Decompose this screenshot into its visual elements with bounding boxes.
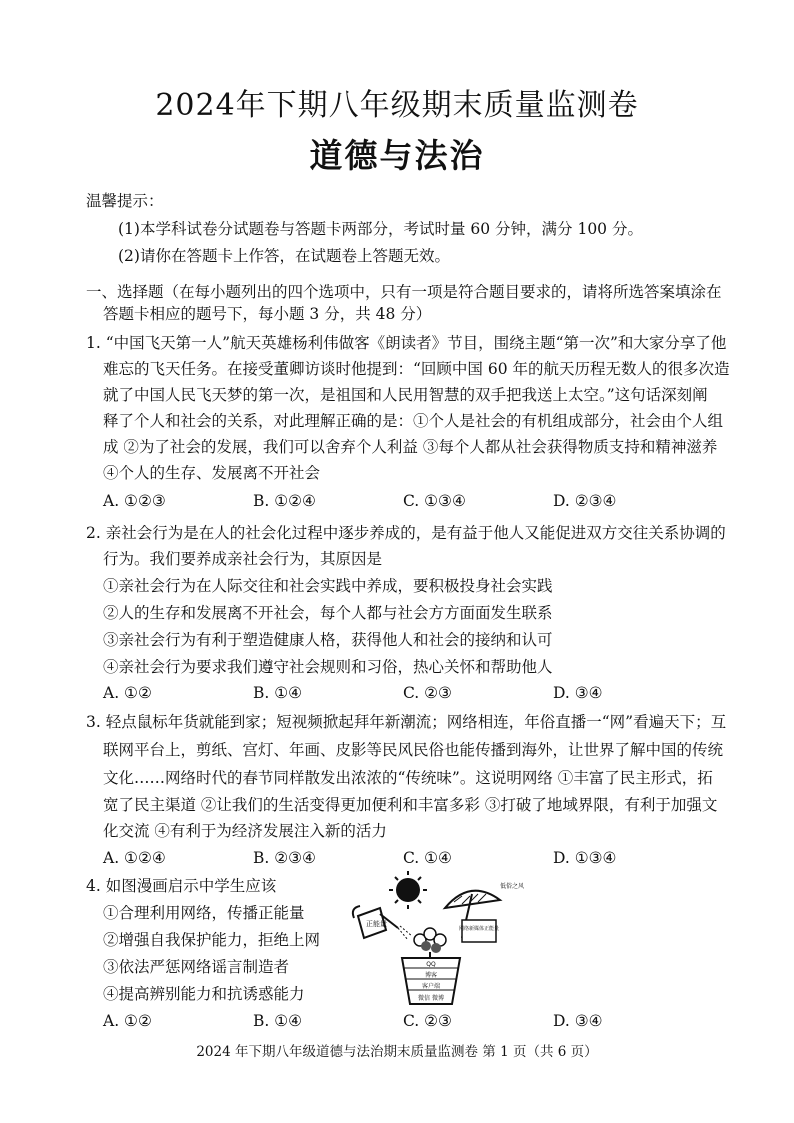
page-footer: 2024 年下期八年级道德与法治期末质量监测卷 第 1 页（共 6 页） [196, 1044, 598, 1060]
question-2-option-b[interactable]: B. ①④ [253, 684, 303, 702]
question-2-option-c[interactable]: C. ②③ [403, 684, 452, 702]
question-3-option-a[interactable]: A. ①②④ [103, 849, 166, 867]
pot-label: 客户端 [421, 983, 441, 990]
cartoon-illustration [350, 868, 525, 1008]
question-1-option-a[interactable]: A. ①②③ [103, 492, 166, 510]
question-4-line: 4. 如图漫画启示中学生应该 [86, 877, 277, 895]
question-2-line: ②人的生存和发展离不开社会，每个人都与社会方方面面发生联系 [103, 604, 553, 622]
question-4-option-d[interactable]: D. ③④ [553, 1012, 603, 1030]
pot-label: 微信 微博 [418, 995, 444, 1002]
question-4-option-a[interactable]: A. ①② [103, 1012, 152, 1030]
question-3-line: 化交流 ④有利于为经济发展注入新的活力 [103, 822, 387, 840]
watering-can-label: 正能量 [366, 920, 387, 928]
question-2-line: ③亲社会行为有利于塑造健康人格，获得他人和社会的接纳和认可 [103, 631, 553, 649]
section-instruction: 一、选择题（在每小题列出的四个选项中，只有一项是符合题目要求的，请将所选答案填涂在 [86, 283, 722, 301]
question-1-option-d[interactable]: D. ②③④ [553, 492, 617, 510]
question-3-line: 文化……网络时代的春节同样散发出浓浓的“传统味”。这说明网络 ①丰富了民主形式，拓 [103, 769, 713, 787]
page-title: 2024年下期八年级期末质量监测卷 [155, 88, 639, 123]
question-3-line: 宽了民主渠道 ②让我们的生活变得更加便利和丰富多彩 ③打破了地域界限，有利于加强文 [103, 796, 718, 814]
sun-icon [389, 871, 427, 909]
question-3-option-b[interactable]: B. ②③④ [253, 849, 316, 867]
umbrella-note: 低俗之风 [500, 883, 525, 890]
question-1-line: 1. “中国飞天第一人”航天英雄杨利伟做客《朗读者》节目，围绕主题“第一次”和大家分享了他 [86, 334, 727, 352]
question-1-option-c[interactable]: C. ①③④ [403, 492, 466, 510]
question-4-option-c[interactable]: C. ②③ [403, 1012, 452, 1030]
question-1-line: 就了中国人民飞天梦的第一次，是祖国和人民用智慧的双手把我送上太空。”这句话深刻阐 [103, 386, 708, 404]
question-4-line: ④提高辨别能力和抗诱惑能力 [103, 985, 305, 1003]
pot-label: QQ [426, 961, 436, 968]
question-1-option-b[interactable]: B. ①②④ [253, 492, 316, 510]
section-instruction: 答题卡相应的题号下，每小题 3 分，共 48 分） [103, 305, 432, 323]
question-4-line: ②增强自我保护能力，拒绝上网 [103, 931, 321, 949]
question-2-option-d[interactable]: D. ③④ [553, 684, 603, 702]
notice-item: (2)请你在答题卡上作答，在试题卷上答题无效。 [118, 247, 450, 265]
question-2-line: 2. 亲社会行为是在人的社会化过程中逐步养成的，是有益于他人又能促进双方交往关系协调的 [86, 524, 726, 542]
question-2-line: ①亲社会行为在人际交往和社会实践中养成，要积极投身社会实践 [103, 577, 553, 595]
question-1-line: ④个人的生存、发展离不开社会 [103, 464, 321, 482]
question-4-line: ①合理利用网络，传播正能量 [103, 904, 305, 922]
pot-label: 博客 [424, 972, 438, 979]
question-4-line: ③依法严惩网络谣言制造者 [103, 958, 290, 976]
question-3-line: 联网平台上，剪纸、宫灯、年画、皮影等民风民俗也能传播到海外，让世界了解中国的传统 [103, 741, 724, 759]
question-3-option-c[interactable]: C. ①④ [403, 849, 452, 867]
question-3-option-d[interactable]: D. ①③④ [553, 849, 617, 867]
plant-icon [414, 928, 446, 960]
notice-heading: 温馨提示： [86, 192, 164, 210]
sign-label: 网络新媒体正能量 [458, 926, 500, 932]
notice-item: (1)本学科试卷分试题卷与答题卡两部分，考试时量 60 分钟，满分 100 分。 [118, 220, 643, 238]
question-1-line: 成 ②为了社会的发展，我们可以舍弃个人利益 ③每个人都从社会获得物质支持和精神滋养 [103, 438, 718, 456]
subject-title: 道德与法治 [309, 136, 485, 175]
question-1-line: 释了个人和社会的关系，对此理解正确的是：①个人是社会的有机组成部分，社会由个人组 [103, 412, 724, 430]
question-2-option-a[interactable]: A. ①② [103, 684, 152, 702]
question-4-option-b[interactable]: B. ①④ [253, 1012, 303, 1030]
question-2-line: ④亲社会行为要求我们遵守社会规则和习俗，热心关怀和帮助他人 [103, 658, 553, 676]
question-1-line: 难忘的飞天任务。在接受董卿访谈时他提到：“回顾中国 60 年的航天历程无数人的很多次造 [103, 360, 730, 378]
question-3-line: 3. 轻点鼠标年货就能到家；短视频掀起拜年新潮流；网络相连，年俗直播一“网”看遍天下；互 [86, 713, 727, 731]
question-2-line: 行为。我们要养成亲社会行为，其原因是 [103, 550, 383, 568]
